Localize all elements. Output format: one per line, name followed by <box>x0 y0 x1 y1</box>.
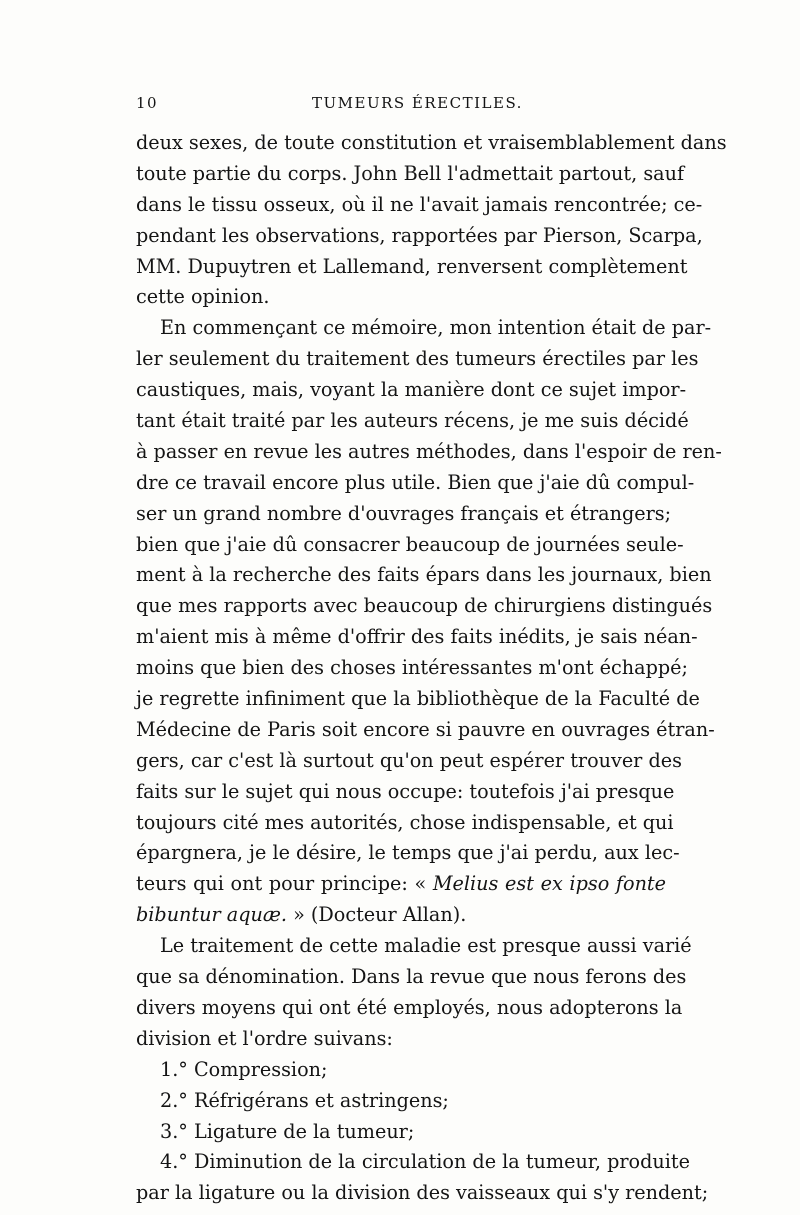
running-head <box>136 94 666 116</box>
text-roman: » (Docteur Allan). <box>286 903 467 927</box>
text-line: tant était traité par les auteurs récens, je me suis décidé <box>136 409 689 433</box>
text-line: moins que bien des choses intéressantes m'ont échappé; <box>136 656 688 680</box>
latin-quote: Melius est ex ipso fonte <box>426 872 666 896</box>
text-line: pendant les observations, rapportées par Pierson, Scarpa, <box>136 223 703 247</box>
text-line: cette opinion. <box>136 285 270 309</box>
text-line: En commençant ce mémoire, mon intention était de par- <box>160 316 712 340</box>
text-line: 2.° Réfrigérans et astringens; <box>160 1088 449 1112</box>
text-line: divers moyens qui ont été employés, nous adopterons la <box>136 995 683 1019</box>
text-line: toujours cité mes autorités, chose indispensable, et qui <box>136 810 674 834</box>
text-line: ser un grand nombre d'ouvrages français et étrangers; <box>136 501 672 525</box>
text-line: que mes rapports avec beaucoup de chirurgiens distingués <box>136 594 713 618</box>
text-line: dre ce travail encore plus utile. Bien que j'aie dû compul- <box>136 470 695 494</box>
text-line: MM. Dupuytren et Lallemand, renversent complètement <box>136 254 688 278</box>
text-line: ler seulement du traitement des tumeurs érectiles par les <box>136 347 699 371</box>
text-line <box>136 900 666 931</box>
latin-quote: bibuntur aquæ. <box>136 903 287 927</box>
text-line <box>136 869 666 900</box>
running-title: TUMEURS ÉRECTILES. <box>312 94 523 112</box>
page-number: 10 <box>136 94 159 112</box>
text-line: 1.° Compression; <box>160 1057 328 1081</box>
text-line: Le traitement de cette maladie est presque aussi varié <box>160 934 692 958</box>
text-roman: teurs qui ont pour principe: « <box>136 872 427 896</box>
text-line: m'aient mis à même d'offrir des faits inédits, je sais néan- <box>136 625 698 649</box>
text-line: bien que j'aie dû consacrer beaucoup de journées seule- <box>136 532 684 556</box>
text-line: 4.° Diminution de la circulation de la tumeur, produite <box>160 1150 690 1174</box>
text-line: toute partie du corps. John Bell l'admettait partout, sauf <box>136 161 685 185</box>
text-line: 3.° Ligature de la tumeur; <box>160 1119 415 1143</box>
text-line: à passer en revue les autres méthodes, dans l'espoir de ren- <box>136 439 722 463</box>
text-line: caustiques, mais, voyant la manière dont ce sujet impor- <box>136 378 687 402</box>
text-line: gers, car c'est là surtout qu'on peut espérer trouver des <box>136 748 682 772</box>
text-line: Médecine de Paris soit encore si pauvre en ouvrages étran- <box>136 717 715 741</box>
text-line: deux sexes, de toute constitution et vraisemblablement dans <box>136 131 727 154</box>
text-line: dans le tissu osseux, où il ne l'avait jamais rencontrée; ce- <box>136 192 703 216</box>
text-line: par la ligature ou la division des vaisseaux qui s'y rendent; <box>136 1181 709 1205</box>
text-line: que sa dénomination. Dans la revue que nous ferons des <box>136 965 687 989</box>
text-line: faits sur le sujet qui nous occupe: toutefois j'ai presque <box>136 779 675 803</box>
text-line: ment à la recherche des faits épars dans les journaux, bien <box>136 563 712 587</box>
body-text <box>136 128 727 1209</box>
text-line: division et l'ordre suivans: <box>136 1026 393 1050</box>
text-line: épargnera, je le désire, le temps que j'ai perdu, aux lec- <box>136 841 680 865</box>
text-line: je regrette infiniment que la bibliothèque de la Faculté de <box>136 687 700 711</box>
